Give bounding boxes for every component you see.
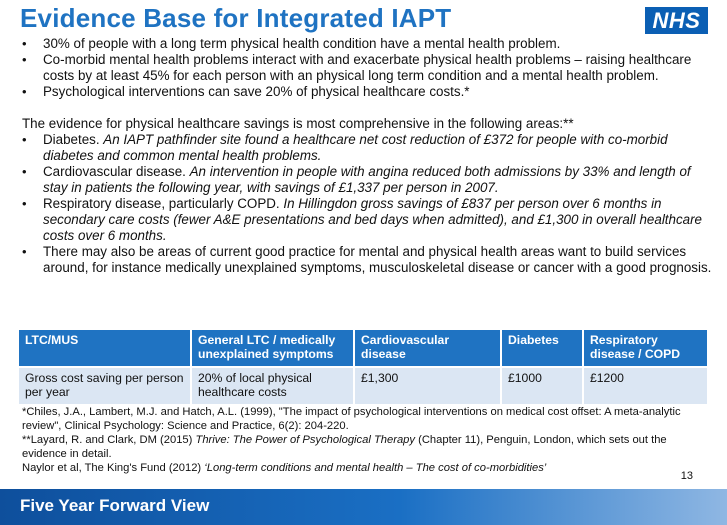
area-name: There may also be areas of current good practice for mental and physical health areas want to build services around, for instance medically unexplained symptoms, musculoskeletal disease or cancer with a good prognosis. <box>43 244 712 275</box>
list-item <box>22 244 712 276</box>
evidence-lead: The evidence for physical healthcare savings is most comprehensive in the following areas:** <box>22 116 574 131</box>
table-cell: £1000 <box>501 367 583 404</box>
table-cell: Gross cost saving per person per year <box>19 367 191 404</box>
footer-bar <box>0 489 727 525</box>
reference-text: **Layard, R. and Clark, DM (2015) <box>22 434 196 446</box>
list-item <box>22 132 712 164</box>
references <box>22 405 712 475</box>
table-header: Diabetes <box>501 330 583 367</box>
area-name: Cardiovascular disease. <box>43 164 190 179</box>
evidence-areas-list <box>22 132 712 276</box>
table-header: Cardiovascular disease <box>354 330 501 367</box>
list-item: • Psychological interventions can save 20% of physical healthcare costs.* <box>22 84 712 100</box>
footer-label: Five Year Forward View <box>20 496 210 515</box>
reference-title: ‘Long-term conditions and mental health – The cost of co-morbidities’ <box>204 462 547 474</box>
area-name: Respiratory disease, particularly COPD. <box>43 196 284 211</box>
list-item <box>22 164 712 196</box>
nhs-logo: NHS <box>645 7 708 34</box>
table-header: LTC/MUS <box>19 330 191 367</box>
list-item: • 30% of people with a long term physical health condition have a mental health problem. <box>22 36 712 52</box>
area-detail: In Hillingdon gross savings of £837 per person over 6 months in secondary care costs (fewer A&E presentations and bed days when admitted), and £1,300 in overall healthcare costs over 6 months. <box>43 196 703 243</box>
reference-text: (Chapter 11), Penguin, London, which sets out the evidence in detail. <box>22 434 667 460</box>
area-detail: An intervention in people with angina reduced both admissions by 33% and length of stay in patients the following year, with savings of £1,337 per person in 2007. <box>43 164 691 195</box>
reference-title: Thrive: The Power of Psychological Therapy <box>195 434 415 446</box>
reference-naylor <box>22 461 712 475</box>
slide-title: Evidence Base for Integrated IAPT <box>20 3 452 33</box>
reference-text: Naylor et al, The King's Fund (2012) <box>22 462 205 474</box>
area-name: Diabetes. <box>43 132 104 147</box>
page-number: 13 <box>680 470 693 482</box>
table-header-row <box>19 330 707 367</box>
key-facts-list <box>22 36 712 100</box>
table-row <box>19 367 707 404</box>
table-header: Respiratory disease / COPD <box>583 330 707 367</box>
slide-body <box>22 36 712 276</box>
reference-chiles: *Chiles, J.A., Lambert, M.J. and Hatch, A.L. (1999), "The impact of psychological interventions on medical cost offset: A meta-analytic review", Clinical Psychology: Science and Practice, 6(2): 204-220. <box>22 406 681 432</box>
reference-layard <box>22 433 712 461</box>
list-item <box>22 196 712 244</box>
list-item: • Co-morbid mental health problems interact with and exacerbate physical health problems – raising healthcare costs by at least 45% for each person with an physical long term condition and a mental health problem. <box>22 52 712 84</box>
area-detail: An IAPT pathfinder site found a healthcare net cost reduction of £372 for people with co-morbid diabetes and common mental health problems. <box>43 132 668 163</box>
table-header: General LTC / medically unexplained symptoms <box>191 330 354 367</box>
table-cell: £1200 <box>583 367 707 404</box>
table-cell: £1,300 <box>354 367 501 404</box>
table-cell: 20% of local physical healthcare costs <box>191 367 354 404</box>
savings-table <box>19 330 707 404</box>
